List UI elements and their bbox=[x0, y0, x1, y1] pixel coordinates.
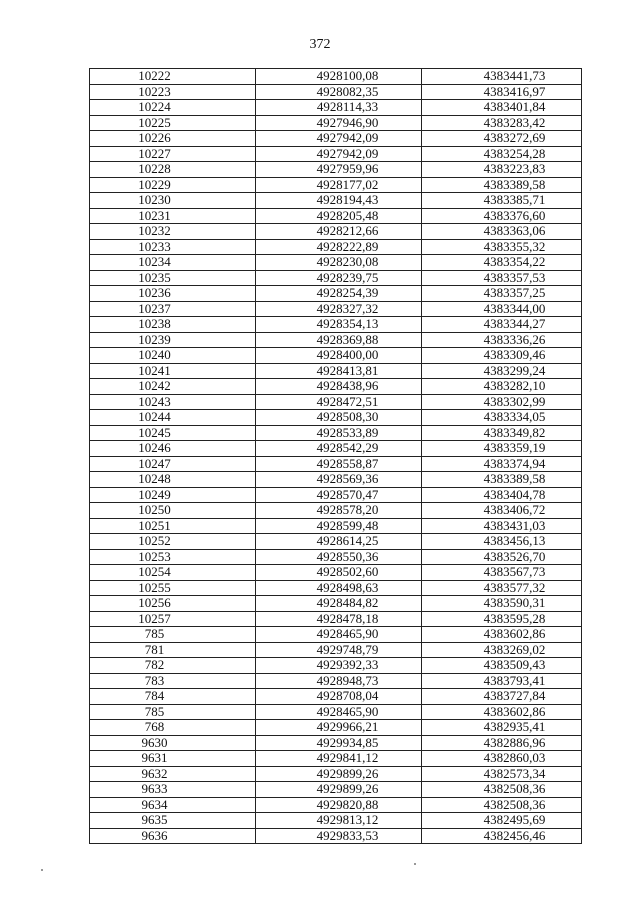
y-coordinate-cell: 4383431,03 bbox=[422, 518, 582, 534]
table-row bbox=[90, 503, 582, 519]
y-coordinate-cell: 4383359,19 bbox=[422, 441, 582, 457]
x-coordinate-cell: 4927946,90 bbox=[256, 115, 422, 131]
x-coordinate-cell: 4928948,73 bbox=[256, 673, 422, 689]
table-row bbox=[90, 162, 582, 178]
y-coordinate-cell: 4383269,02 bbox=[422, 642, 582, 658]
point-number-cell: 785 bbox=[90, 627, 256, 643]
table-row bbox=[90, 782, 582, 798]
x-coordinate-cell: 4928114,33 bbox=[256, 100, 422, 116]
y-coordinate-cell: 4383441,73 bbox=[422, 69, 582, 85]
table-row bbox=[90, 193, 582, 209]
y-coordinate-cell: 4383344,00 bbox=[422, 301, 582, 317]
point-number-cell: 10241 bbox=[90, 363, 256, 379]
y-coordinate-cell: 4383567,73 bbox=[422, 565, 582, 581]
table-row bbox=[90, 518, 582, 534]
y-coordinate-cell: 4383602,86 bbox=[422, 704, 582, 720]
y-coordinate-cell: 4383357,25 bbox=[422, 286, 582, 302]
x-coordinate-cell: 4928354,13 bbox=[256, 317, 422, 333]
point-number-cell: 10242 bbox=[90, 379, 256, 395]
x-coordinate-cell: 4929748,79 bbox=[256, 642, 422, 658]
point-number-cell: 10252 bbox=[90, 534, 256, 550]
point-number-cell: 10222 bbox=[90, 69, 256, 85]
table-row bbox=[90, 270, 582, 286]
point-number-cell: 10250 bbox=[90, 503, 256, 519]
x-coordinate-cell: 4928465,90 bbox=[256, 704, 422, 720]
y-coordinate-cell: 4382886,96 bbox=[422, 735, 582, 751]
y-coordinate-cell: 4383526,70 bbox=[422, 549, 582, 565]
point-number-cell: 10229 bbox=[90, 177, 256, 193]
x-coordinate-cell: 4928542,29 bbox=[256, 441, 422, 457]
point-number-cell: 10223 bbox=[90, 84, 256, 100]
point-number-cell: 781 bbox=[90, 642, 256, 658]
point-number-cell: 9633 bbox=[90, 782, 256, 798]
coordinates-table bbox=[89, 68, 582, 844]
x-coordinate-cell: 4928498,63 bbox=[256, 580, 422, 596]
point-number-cell: 10234 bbox=[90, 255, 256, 271]
y-coordinate-cell: 4382508,36 bbox=[422, 797, 582, 813]
point-number-cell: 784 bbox=[90, 689, 256, 705]
y-coordinate-cell: 4383389,58 bbox=[422, 472, 582, 488]
y-coordinate-cell: 4382860,03 bbox=[422, 751, 582, 767]
x-coordinate-cell: 4928222,89 bbox=[256, 239, 422, 255]
table-row bbox=[90, 348, 582, 364]
table-row bbox=[90, 627, 582, 643]
x-coordinate-cell: 4929841,12 bbox=[256, 751, 422, 767]
x-coordinate-cell: 4928327,32 bbox=[256, 301, 422, 317]
y-coordinate-cell: 4383577,32 bbox=[422, 580, 582, 596]
x-coordinate-cell: 4928533,89 bbox=[256, 425, 422, 441]
table-row bbox=[90, 704, 582, 720]
point-number-cell: 10239 bbox=[90, 332, 256, 348]
y-coordinate-cell: 4383344,27 bbox=[422, 317, 582, 333]
x-coordinate-cell: 4928465,90 bbox=[256, 627, 422, 643]
x-coordinate-cell: 4928400,00 bbox=[256, 348, 422, 364]
y-coordinate-cell: 4382935,41 bbox=[422, 720, 582, 736]
table-row bbox=[90, 813, 582, 829]
y-coordinate-cell: 4383334,05 bbox=[422, 410, 582, 426]
y-coordinate-cell: 4383355,32 bbox=[422, 239, 582, 255]
table-row bbox=[90, 689, 582, 705]
table-row bbox=[90, 549, 582, 565]
point-number-cell: 9632 bbox=[90, 766, 256, 782]
point-number-cell: 10244 bbox=[90, 410, 256, 426]
point-number-cell: 10255 bbox=[90, 580, 256, 596]
y-coordinate-cell: 4383406,72 bbox=[422, 503, 582, 519]
y-coordinate-cell: 4383727,84 bbox=[422, 689, 582, 705]
y-coordinate-cell: 4383282,10 bbox=[422, 379, 582, 395]
y-coordinate-cell: 4383309,46 bbox=[422, 348, 582, 364]
y-coordinate-cell: 4383254,28 bbox=[422, 146, 582, 162]
x-coordinate-cell: 4928194,43 bbox=[256, 193, 422, 209]
point-number-cell: 10227 bbox=[90, 146, 256, 162]
table-row bbox=[90, 177, 582, 193]
x-coordinate-cell: 4927942,09 bbox=[256, 146, 422, 162]
y-coordinate-cell: 4382573,34 bbox=[422, 766, 582, 782]
y-coordinate-cell: 4383595,28 bbox=[422, 611, 582, 627]
x-coordinate-cell: 4927942,09 bbox=[256, 131, 422, 147]
x-coordinate-cell: 4928569,36 bbox=[256, 472, 422, 488]
table-row bbox=[90, 596, 582, 612]
table-row bbox=[90, 658, 582, 674]
x-coordinate-cell: 4928599,48 bbox=[256, 518, 422, 534]
point-number-cell: 10235 bbox=[90, 270, 256, 286]
table-row bbox=[90, 115, 582, 131]
table-row bbox=[90, 797, 582, 813]
y-coordinate-cell: 4383385,71 bbox=[422, 193, 582, 209]
point-number-cell: 10231 bbox=[90, 208, 256, 224]
y-coordinate-cell: 4383590,31 bbox=[422, 596, 582, 612]
x-coordinate-cell: 4928578,20 bbox=[256, 503, 422, 519]
point-number-cell: 10253 bbox=[90, 549, 256, 565]
x-coordinate-cell: 4928413,81 bbox=[256, 363, 422, 379]
table-row bbox=[90, 642, 582, 658]
x-coordinate-cell: 4928472,51 bbox=[256, 394, 422, 410]
table-row bbox=[90, 441, 582, 457]
table-row bbox=[90, 565, 582, 581]
table-row bbox=[90, 131, 582, 147]
coordinates-table-body bbox=[90, 69, 582, 844]
y-coordinate-cell: 4383349,82 bbox=[422, 425, 582, 441]
point-number-cell: 9634 bbox=[90, 797, 256, 813]
table-row bbox=[90, 410, 582, 426]
table-row bbox=[90, 332, 582, 348]
point-number-cell: 10233 bbox=[90, 239, 256, 255]
point-number-cell: 785 bbox=[90, 704, 256, 720]
table-row bbox=[90, 239, 582, 255]
table-row bbox=[90, 472, 582, 488]
table-row bbox=[90, 363, 582, 379]
y-coordinate-cell: 4383376,60 bbox=[422, 208, 582, 224]
y-coordinate-cell: 4383223,83 bbox=[422, 162, 582, 178]
y-coordinate-cell: 4383363,06 bbox=[422, 224, 582, 240]
point-number-cell: 10226 bbox=[90, 131, 256, 147]
x-coordinate-cell: 4929899,26 bbox=[256, 782, 422, 798]
y-coordinate-cell: 4383793,41 bbox=[422, 673, 582, 689]
point-number-cell: 10225 bbox=[90, 115, 256, 131]
point-number-cell: 10224 bbox=[90, 100, 256, 116]
point-number-cell: 10249 bbox=[90, 487, 256, 503]
table-row bbox=[90, 255, 582, 271]
table-row bbox=[90, 580, 582, 596]
x-coordinate-cell: 4927959,96 bbox=[256, 162, 422, 178]
y-coordinate-cell: 4383302,99 bbox=[422, 394, 582, 410]
x-coordinate-cell: 4928230,08 bbox=[256, 255, 422, 271]
x-coordinate-cell: 4928438,96 bbox=[256, 379, 422, 395]
point-number-cell: 10237 bbox=[90, 301, 256, 317]
table-row bbox=[90, 828, 582, 844]
x-coordinate-cell: 4928502,60 bbox=[256, 565, 422, 581]
point-number-cell: 10247 bbox=[90, 456, 256, 472]
table-row bbox=[90, 751, 582, 767]
table-row bbox=[90, 317, 582, 333]
point-number-cell: 9630 bbox=[90, 735, 256, 751]
point-number-cell: 10256 bbox=[90, 596, 256, 612]
x-coordinate-cell: 4928484,82 bbox=[256, 596, 422, 612]
y-coordinate-cell: 4383456,13 bbox=[422, 534, 582, 550]
point-number-cell: 782 bbox=[90, 658, 256, 674]
x-coordinate-cell: 4928369,88 bbox=[256, 332, 422, 348]
point-number-cell: 10248 bbox=[90, 472, 256, 488]
y-coordinate-cell: 4383374,94 bbox=[422, 456, 582, 472]
x-coordinate-cell: 4928177,02 bbox=[256, 177, 422, 193]
point-number-cell: 9635 bbox=[90, 813, 256, 829]
table-row bbox=[90, 394, 582, 410]
y-coordinate-cell: 4383401,84 bbox=[422, 100, 582, 116]
x-coordinate-cell: 4928100,08 bbox=[256, 69, 422, 85]
table-row bbox=[90, 487, 582, 503]
point-number-cell: 9636 bbox=[90, 828, 256, 844]
x-coordinate-cell: 4929899,26 bbox=[256, 766, 422, 782]
scan-speck bbox=[414, 863, 416, 865]
table-row bbox=[90, 673, 582, 689]
x-coordinate-cell: 4928558,87 bbox=[256, 456, 422, 472]
y-coordinate-cell: 4382456,46 bbox=[422, 828, 582, 844]
point-number-cell: 10245 bbox=[90, 425, 256, 441]
x-coordinate-cell: 4928708,04 bbox=[256, 689, 422, 705]
point-number-cell: 10246 bbox=[90, 441, 256, 457]
x-coordinate-cell: 4928254,39 bbox=[256, 286, 422, 302]
x-coordinate-cell: 4929934,85 bbox=[256, 735, 422, 751]
table-row bbox=[90, 286, 582, 302]
point-number-cell: 783 bbox=[90, 673, 256, 689]
table-row bbox=[90, 301, 582, 317]
y-coordinate-cell: 4383272,69 bbox=[422, 131, 582, 147]
y-coordinate-cell: 4383299,24 bbox=[422, 363, 582, 379]
y-coordinate-cell: 4383602,86 bbox=[422, 627, 582, 643]
y-coordinate-cell: 4383354,22 bbox=[422, 255, 582, 271]
x-coordinate-cell: 4928239,75 bbox=[256, 270, 422, 286]
x-coordinate-cell: 4928570,47 bbox=[256, 487, 422, 503]
table-row bbox=[90, 766, 582, 782]
y-coordinate-cell: 4383416,97 bbox=[422, 84, 582, 100]
x-coordinate-cell: 4928082,35 bbox=[256, 84, 422, 100]
x-coordinate-cell: 4929813,12 bbox=[256, 813, 422, 829]
point-number-cell: 10236 bbox=[90, 286, 256, 302]
table-row bbox=[90, 379, 582, 395]
point-number-cell: 10230 bbox=[90, 193, 256, 209]
point-number-cell: 768 bbox=[90, 720, 256, 736]
y-coordinate-cell: 4383283,42 bbox=[422, 115, 582, 131]
point-number-cell: 10243 bbox=[90, 394, 256, 410]
table-row bbox=[90, 456, 582, 472]
table-row bbox=[90, 720, 582, 736]
point-number-cell: 10238 bbox=[90, 317, 256, 333]
x-coordinate-cell: 4928614,25 bbox=[256, 534, 422, 550]
y-coordinate-cell: 4383389,58 bbox=[422, 177, 582, 193]
table-row bbox=[90, 611, 582, 627]
table-row bbox=[90, 69, 582, 85]
y-coordinate-cell: 4383357,53 bbox=[422, 270, 582, 286]
x-coordinate-cell: 4929820,88 bbox=[256, 797, 422, 813]
y-coordinate-cell: 4382495,69 bbox=[422, 813, 582, 829]
y-coordinate-cell: 4383509,43 bbox=[422, 658, 582, 674]
table-row bbox=[90, 84, 582, 100]
x-coordinate-cell: 4928212,66 bbox=[256, 224, 422, 240]
table-row bbox=[90, 100, 582, 116]
point-number-cell: 10257 bbox=[90, 611, 256, 627]
x-coordinate-cell: 4929833,53 bbox=[256, 828, 422, 844]
table-row bbox=[90, 146, 582, 162]
point-number-cell: 10228 bbox=[90, 162, 256, 178]
x-coordinate-cell: 4929392,33 bbox=[256, 658, 422, 674]
x-coordinate-cell: 4928508,30 bbox=[256, 410, 422, 426]
point-number-cell: 9631 bbox=[90, 751, 256, 767]
y-coordinate-cell: 4382508,36 bbox=[422, 782, 582, 798]
point-number-cell: 10254 bbox=[90, 565, 256, 581]
x-coordinate-cell: 4928205,48 bbox=[256, 208, 422, 224]
x-coordinate-cell: 4928550,36 bbox=[256, 549, 422, 565]
table-row bbox=[90, 534, 582, 550]
scan-speck bbox=[41, 869, 43, 871]
table-row bbox=[90, 735, 582, 751]
table-row bbox=[90, 208, 582, 224]
y-coordinate-cell: 4383404,78 bbox=[422, 487, 582, 503]
point-number-cell: 10240 bbox=[90, 348, 256, 364]
point-number-cell: 10232 bbox=[90, 224, 256, 240]
table-row bbox=[90, 425, 582, 441]
x-coordinate-cell: 4928478,18 bbox=[256, 611, 422, 627]
point-number-cell: 10251 bbox=[90, 518, 256, 534]
page-number: 372 bbox=[309, 37, 331, 52]
x-coordinate-cell: 4929966,21 bbox=[256, 720, 422, 736]
y-coordinate-cell: 4383336,26 bbox=[422, 332, 582, 348]
table-row bbox=[90, 224, 582, 240]
